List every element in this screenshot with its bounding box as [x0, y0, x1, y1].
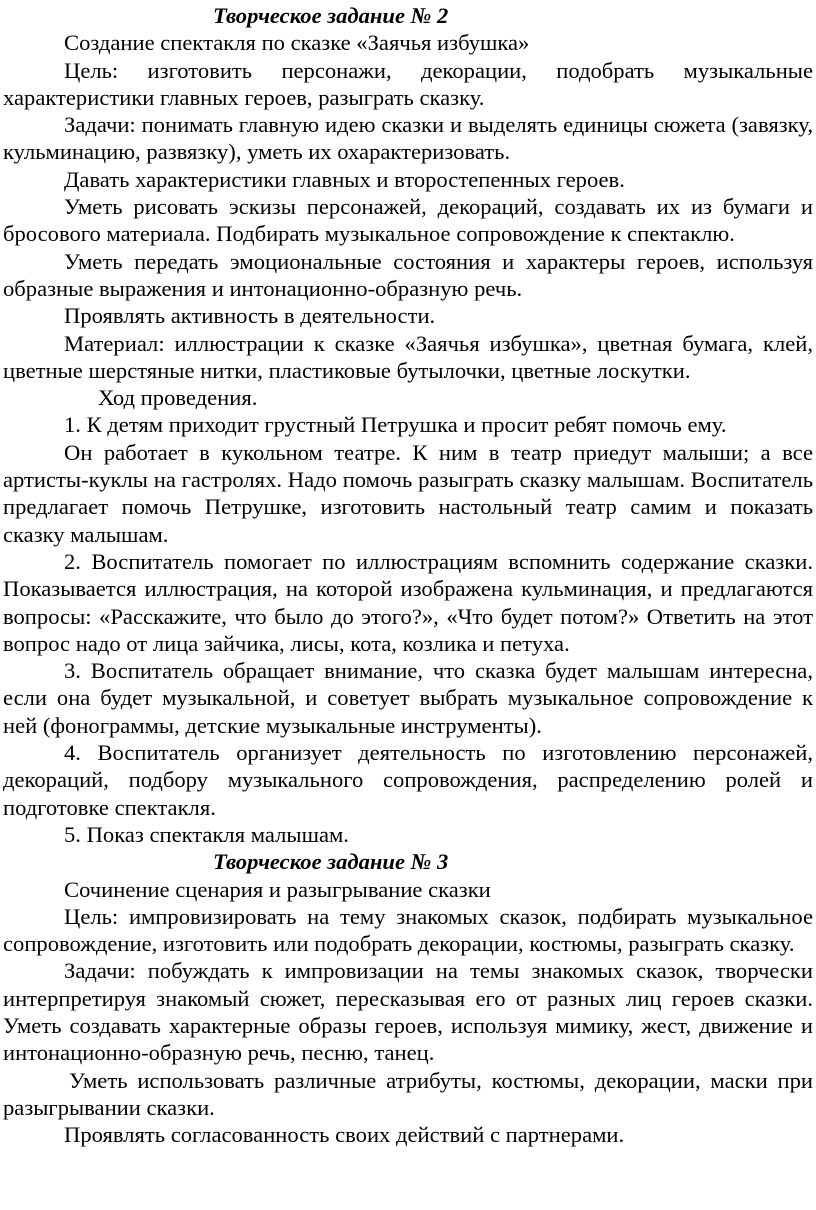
task3-attributes: Уметь использовать различные атрибуты, костюмы, декорации, маски при разыгрывании сказки. [3, 1067, 813, 1120]
task2-title: Творческое задание № 2 [213, 3, 449, 28]
task2-sketches: Уметь рисовать эскизы персонажей, декораций, создавать их из бумаги и бросового материала. Подбирать музыкальное сопровождение к спектаклю. [3, 194, 813, 247]
task3-subtitle: Сочинение сценария и разыгрывание сказки [64, 876, 491, 902]
task3-coordination: Проявлять согласованность своих действий с партнерами. [64, 1122, 625, 1148]
document-page [3, 0, 813, 1148]
task2-goal: Цель: изготовить персонажи, декорации, подобрать музыкальные характеристики главных героев, разыграть сказку. [3, 57, 813, 110]
step-4: 4. Воспитатель организует деятельность по изготовлению персонажей, декораций, подбору музыкального сопровождения, распределению ролей и подготовке спектакля. [3, 740, 813, 820]
task2-material: Материал: иллюстрации к сказке «Заячья избушка», цветная бумага, клей, цветные шерстяные нитки, пластиковые бутылочки, цветные лоскутки. [3, 330, 813, 383]
task2-characters: Давать характеристики главных и второстепенных героев. [64, 166, 625, 192]
task3-title: Творческое задание № 3 [213, 849, 449, 875]
step-3: 3. Воспитатель обращает внимание, что сказка будет малышам интересна, если она будет музыкальной, и советует выбрать музыкальное сопровождение к ней (фонограммы, детские музыкальные инструменты). [3, 658, 813, 738]
procedure-heading: Ход проведения. [98, 385, 258, 411]
task2-tasks: Задачи: понимать главную идею сказки и выделять единицы сюжета (завязку, кульминацию, развязку), уметь их охарактеризовать. [3, 112, 813, 165]
step-1-continued: Он работает в кукольном театре. К ним в театр приедут малыши; а все артисты-куклы на гастролях. Надо помочь разыграть сказку малышам. Воспитатель предлагает помочь Петрушке, изготовить настольный театр самим и показать сказку малышам. [3, 439, 813, 547]
task3-goal: Цель: импровизировать на тему знакомых сказок, подбирать музыкальное сопровождение, изготовить или подобрать декорации, костюмы, разыграть сказку. [3, 903, 813, 957]
task3-tasks: Задачи: побуждать к импровизации на темы знакомых сказок, творчески интерпретируя знакомый сюжет, пересказывая его от разных лиц героев сказки. Уметь создавать характерные образы героев, используя мимику, жест, движение и интонационно-образную речь, песню, танец. [3, 958, 813, 1066]
task2-emotions: Уметь передать эмоциональные состояния и характеры героев, используя образные выражения и интонационно-образную речь. [3, 248, 813, 301]
step-5: 5. Показ спектакля малышам. [64, 821, 349, 847]
step-1: 1. К детям приходит грустный Петрушка и просит ребят помочь ему. [64, 412, 727, 438]
step-2: 2. Воспитатель помогает по иллюстрациям вспомнить содержание сказки. Показывается иллюстрация, на которой изображена кульминация, и предлагаются вопросы: «Расскажите, что было до этого?», «Что будет потом?» Ответить на этот вопрос надо от лица зайчика, лисы, кота, козлика и петуха. [3, 548, 813, 656]
task2-activity: Проявлять активность в деятельности. [64, 303, 436, 329]
task2-subtitle: Создание спектакля по сказке «Заячья избушка» [64, 30, 530, 56]
